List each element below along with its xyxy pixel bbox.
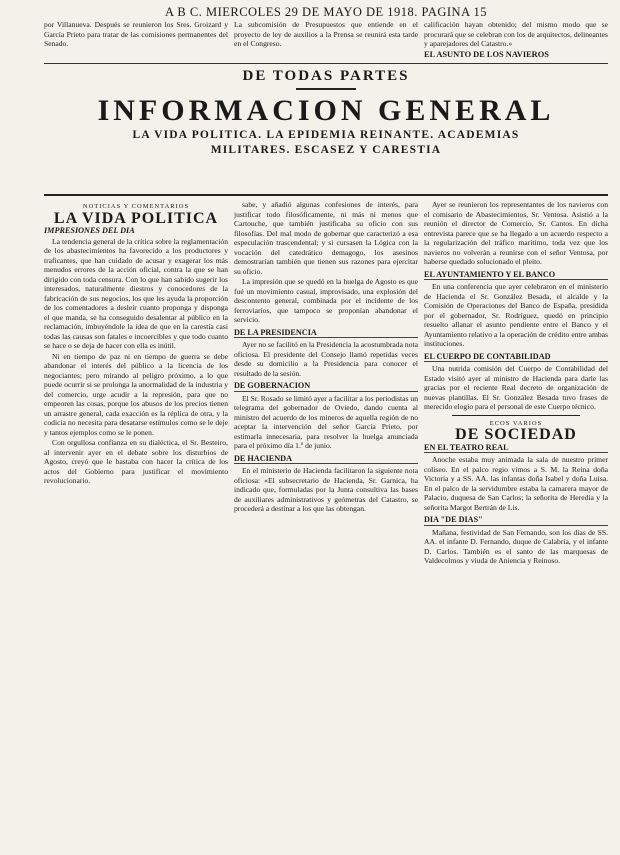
col3-paragraph: Ayer se reunieron los representantes de los navieros con el comisario de Abastecimientos, Sr. Ventosa. Asistió a la reunión el director de Comercio, Sr. Cantos. En dicha entrevista parece que se ha llegado a un acuerdo respecto a la regularización del tráfico marítimo, toda vez que los navieros no volverán a reunirse con el señor Ventosa, por haberse quedado solucionado el pleito.	[424, 200, 608, 266]
col2-paragraph: En el ministerio de Hacienda facilitaron la siguiente nota oficiosa: «El subsecretario de Hacienda, Sr. Garnica, ha indicado que, formuladas por la Junta consultiva las bases de auxiliares administrativos y geómetras del Catastro, se procederá a destinar a los que las obtengan.	[234, 466, 418, 513]
contabilidad-heading: EL CUERPO DE CONTABILIDAD	[424, 352, 608, 363]
navieros-heading: EL ASUNTO DE LOS NAVIEROS	[424, 49, 549, 59]
column-3	[424, 200, 608, 840]
main-banner	[44, 64, 608, 196]
column-2	[234, 200, 418, 840]
col3-paragraph: En una conferencia que ayer celebraron en el ministerio de Hacienda el Sr. González Besada, el alcalde y la Comisión de Operaciones del Banco de España, presidida por el gobernador, Sr. Rodríguez, quedó en principio resuelto allanar el asunto pendiente entre el Banco y el Ayuntamiento relativo a la operación de crédito entre ambas instituciones.	[424, 282, 608, 348]
impresiones-heading: IMPRESIONES DEL DIA	[44, 226, 135, 235]
banner-subtitle-2: MILITARES. ESCASEZ Y CARESTIA	[210, 144, 442, 156]
section-divider	[452, 415, 581, 416]
hacienda-heading: DE HACIENDA	[234, 454, 418, 465]
vida-politica-title: LA VIDA POLITICA	[53, 209, 219, 227]
col3-paragraph: Una nutrida comisión del Cuerpo de Contabilidad del Estado visitó ayer al ministro de Hacienda para darle las gracias por el reciente Real decreto de organización de nuevas plantillas. El Sr. González Besada tuvo frases de merecido elogio para el personal de este Cuerpo técnico.	[424, 364, 608, 411]
article-columns	[44, 200, 608, 840]
col2-paragraph: sabe, y añadió algunas confesiones de interés, para justificar todo filosóficamente, ni más ni menos que Cartouche, que también justificaba su oficio con sus filosofías. Del mal modo de gobernar que caracterizó a esa especulación trascendental; y si cursasen la Lógica con la vocación del catedrático demagogo, los asesinos demostrarían también que tienen sus razones para ejercitar su oficio.	[234, 200, 418, 276]
col1-paragraph: La tendencia general de la crítica sobre la reglamentación de los abastecimientos ha favorecido a los productores y traficantes, que han cuidado de acusar y exagerar los más menudos errores de la acción oficial, contra la que se han dirigido con toda censura. Con lo que han sabido sugerir los interesados, naturalmente diestros y conocedores de la fabricación de sus negocios, los que les ayuda la proporción de los comentadores a desleír cuanto proponga y disponga el que manda, se ha conseguido desalentar al público en la reclamación, imbuyéndole la idea de que en la carestía casi todas las causas son fatales e incoercibles y que todo cuanto se hace o se deja de hacer con ella es inútil.	[44, 236, 228, 350]
banner-title: INFORMACION GENERAL	[97, 94, 555, 127]
sociedad-title: DE SOCIEDAD	[455, 426, 577, 443]
gobernacion-heading: DE GOBERNACION	[234, 381, 418, 392]
col3-paragraph: Mañana, festividad de San Fernando, son los días de SS. AA. el infante D. Fernando, duque de Calabria, y el infante D. Carlos. También es el santo de las marquesas de Valdecolmos y viuda de Aniencia y Reinoso.	[424, 527, 608, 565]
column-1	[44, 200, 228, 840]
top-col-1: por Villanueva. Después se reunieron los Sres. Groizard y García Prieto para tratar de las comisiones permanentes del Senado.	[44, 20, 228, 49]
col1-paragraph: Ni en tiempo de paz ni en tiempo de guerra se debe abandonar el interés del público a la licencia de los negociantes; pero mirando al peligro próximo, a lo que puede ocurrir si se prolonga la anormalidad de la industria y del comercio, urge acudir a la represión, para que no empeoren las cosas, porque los abusos de los precios tienen un arrastre general, cada exacción es la réplica de otra, y la codicia no necesita para desatarse estímulos como se le deje y tantos ejemplos como se le ponen.	[44, 351, 228, 437]
col2-paragraph: La impresión que se quedó en la huelga de Agosto es que fué un movimiento casual, improvisado, una explosión del descontento general, combinada por el incidente de los ferroviarios, que tampoco se proponían abandonar el servicio.	[234, 277, 418, 324]
ecos-kicker: ECOS VARIOS	[489, 419, 543, 427]
presidencia-heading: DE LA PRESIDENCIA	[234, 328, 418, 339]
top-col-3	[424, 20, 608, 63]
col3-paragraph: Anoche estaba muy animada la sala de nuestro primer coliseo. En el palco regio vimos a S. M. la Reina doña Victoria y a SS. AA. las infantas doña Isabel y doña Luisa. En el palco de la servidumbre estaba la camarera mayor de Palacio, duquesa de San Carlos; la señorita de Heredia y la señorita Margot Bertrán de Lis.	[424, 455, 608, 512]
col1-paragraph: Con orgullosa confianza en su dialéctica, el Sr. Besteiro, al intervenir ayer en el debate sobre los disturbios de Agosto, creyó que le bastaba con hacer la crítica de los actos del Gobierno para justificar el movimiento revolucionario.	[44, 438, 228, 485]
banner-rule	[296, 88, 356, 90]
page-header: A B C. MIERCOLES 29 DE MAYO DE 1918. PAGINA 15	[164, 5, 488, 19]
banner-kicker: DE TODAS PARTES	[242, 68, 410, 84]
top-col-3-text: calificación hayan obtenido; del mismo modo que se procurará que se celebran con los de arquitectos, delineantes y aparejadores del Catastro.»	[424, 20, 608, 49]
dia-de-dias-heading: DIA "DE DIAS"	[424, 515, 608, 526]
teatro-real-heading: EN EL TEATRO REAL	[424, 443, 608, 454]
col2-paragraph: Ayer no se facilitó en la Presidencia la acostumbrada nota oficiosa. El presidente del Consejo llamó repetidas veces desde su domicilio a la Presidencia para conocer el resultado de la sesión.	[234, 340, 418, 378]
ayuntamiento-heading: EL AYUNTAMIENTO Y EL BANCO	[424, 270, 608, 281]
banner-subtitle-1: LA VIDA POLITICA. LA EPIDEMIA REINANTE. ACADEMIAS	[132, 129, 520, 141]
col2-paragraph: El Sr. Rosado se limitó ayer a facilitar a los periodistas un telegrama del gobernador de Oviedo, dando cuenta al ministro del acuerdo de los mineros de aquella región de no aceptar la intervención del señor García Prieto, por estimarla innecesaria, para resolver la huelga anunciada para el próximo día 1.º de junio.	[234, 393, 418, 450]
top-col-2: La subcomisión de Presupuestos que entiende en el proyecto de ley de auxilios a la Prensa se reunirá esta tarde en el Congreso.	[234, 20, 418, 49]
noticias-kicker: NOTICIAS Y COMENTARIOS	[82, 203, 190, 210]
top-strip	[44, 20, 608, 64]
